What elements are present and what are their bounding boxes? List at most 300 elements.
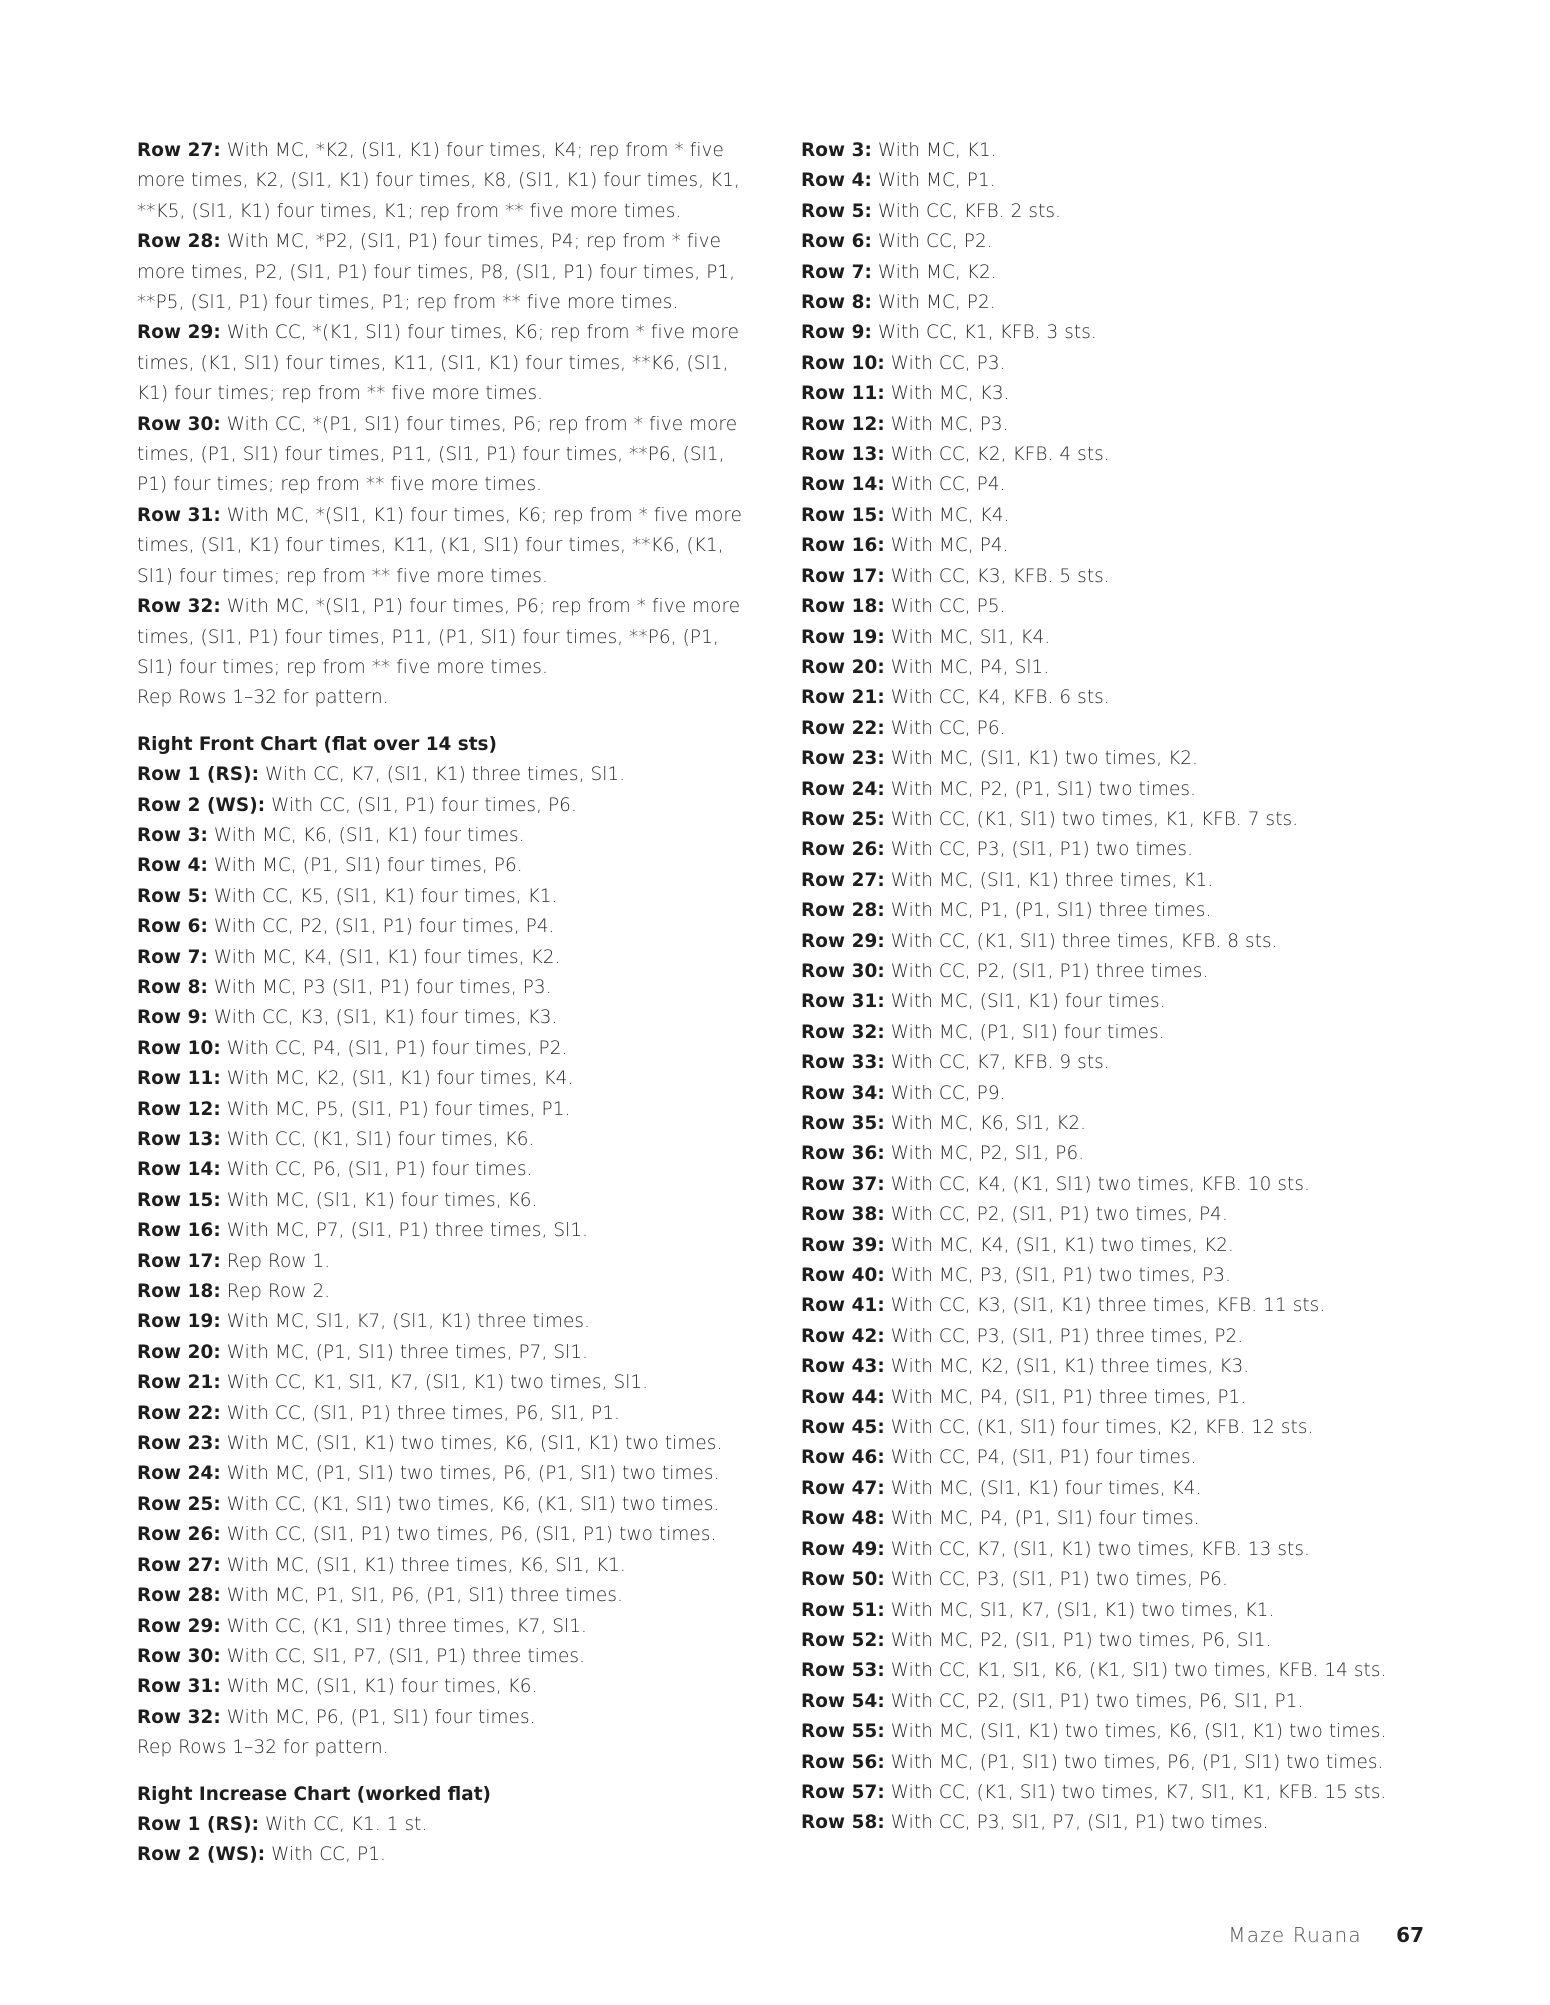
row-label: Row 30: (137, 1645, 221, 1667)
row-text: With CC, Sl1, P7, (Sl1, P1) three times. (220, 1645, 586, 1667)
instruction-row (801, 1687, 1421, 1717)
row-label: Row 2 (WS): (137, 794, 266, 816)
instruction-row (801, 1717, 1421, 1747)
row-text: Rep Rows 1–32 for pattern. (137, 1737, 389, 1759)
instruction-row (801, 1565, 1421, 1595)
row-label: Row 58: (801, 1812, 885, 1834)
instruction-row (801, 1322, 1421, 1352)
instruction-row (801, 166, 1421, 196)
row-text: With CC, (K1, Sl1) two times, K6, (K1, Sl1) two times. (220, 1493, 720, 1515)
row-text: With MC, P1. (871, 170, 996, 192)
instruction-row (801, 1018, 1421, 1048)
row-label: Row 57: (801, 1781, 885, 1803)
row-label: Row 46: (801, 1447, 885, 1469)
row-label: Row 41: (801, 1295, 885, 1317)
instruction-row (801, 896, 1421, 926)
row-text: With CC, P4, (Sl1, P1) four times. (884, 1447, 1197, 1469)
instruction-row (801, 288, 1421, 318)
row-label: Row 8: (137, 976, 208, 998)
instruction-row (137, 882, 757, 912)
row-label: Row 22: (801, 717, 885, 739)
right-column (801, 136, 1421, 1839)
row-label: Row 47: (801, 1477, 885, 1499)
row-text: With MC, P7, (Sl1, P1) three times, Sl1. (220, 1220, 589, 1242)
instruction-row (137, 1459, 757, 1489)
instruction-row (137, 410, 753, 501)
row-label: Row 24: (801, 778, 885, 800)
instruction-row (137, 1490, 757, 1520)
row-label: Row 5: (137, 885, 208, 907)
row-label: Row 45: (801, 1417, 885, 1439)
row-label: Row 11: (137, 1068, 221, 1090)
row-text: With MC, P2, Sl1, P6. (884, 1143, 1085, 1165)
row-label: Row 40: (801, 1265, 885, 1287)
instruction-row (801, 1808, 1421, 1838)
instruction-row (801, 1383, 1421, 1413)
row-label: Row 1 (RS): (137, 1813, 260, 1835)
row-label: Row 15: (801, 504, 885, 526)
row-text: With CC, P4. (884, 474, 1006, 496)
instruction-row (801, 136, 1421, 166)
instruction-row (137, 1247, 757, 1277)
row-text: With MC, (Sl1, K1) two times, K2. (884, 748, 1199, 770)
row-text: With CC, P1. (265, 1844, 386, 1866)
instruction-row (137, 1840, 757, 1870)
row-text: Rep Row 2. (220, 1281, 331, 1303)
row-label: Row 28: (137, 231, 221, 253)
row-label: Row 54: (801, 1690, 885, 1712)
row-text: With MC, K3. (884, 383, 1010, 405)
row-label: Row 44: (801, 1386, 885, 1408)
instruction-row (137, 1642, 757, 1672)
instruction-row (137, 1155, 757, 1185)
page-footer (1228, 1922, 1424, 1948)
instruction-row (801, 683, 1421, 713)
row-label: Row 17: (801, 565, 885, 587)
row-text: With MC, Sl1, K7, (Sl1, K1) two times, K1. (884, 1599, 1275, 1621)
row-label: Row 7: (137, 946, 208, 968)
row-label: Row 2 (WS): (137, 1844, 266, 1866)
row-label: Row 20: (801, 656, 885, 678)
row-text: With MC, P6, (P1, Sl1) four times. (220, 1706, 536, 1728)
row-label: Row 24: (137, 1463, 221, 1485)
row-text: With MC, (Sl1, K1) four times, K6. (220, 1189, 538, 1211)
row-text: With CC, *(K1, Sl1) four times, K6; rep from * five more times, (K1, Sl1) four times, K11, (Sl1, K1) four times, **K6, (Sl1, K1) four times; rep from ** five more times. (137, 322, 740, 405)
instruction-row (801, 1778, 1421, 1808)
row-text: With CC, K5, (Sl1, K1) four times, K1. (207, 885, 558, 907)
row-label: Row 48: (801, 1508, 885, 1530)
row-text: With MC, K4, (Sl1, K1) two times, K2. (884, 1234, 1234, 1256)
instruction-row (137, 973, 757, 1003)
instruction-row (801, 1261, 1421, 1291)
row-text: With MC, *(Sl1, P1) four times, P6; rep from * five more times, (Sl1, P1) four times, P11, (P1, Sl1) four times, **P6, (P1, Sl1) four times; rep from ** five more times. (137, 596, 741, 678)
row-text: With MC, K6, Sl1, K2. (884, 1113, 1087, 1134)
row-text: With CC, (Sl1, P1) four times, P6. (265, 794, 577, 816)
instruction-row (137, 912, 757, 942)
right-increase-chart-rows-continued (801, 136, 1421, 1839)
instruction-row (137, 1095, 757, 1125)
row-label: Row 29: (801, 930, 885, 952)
row-text: With CC, (K1, Sl1) two times, K7, Sl1, K1, KFB. 15 sts. (884, 1781, 1387, 1803)
instruction-row (137, 1064, 757, 1094)
instruction-row (137, 1520, 757, 1550)
instruction-row (137, 1551, 757, 1581)
row-label: Row 19: (137, 1311, 221, 1333)
section-heading-right-front-chart: Right Front Chart (flat over 14 sts) (137, 733, 497, 755)
row-label: Row 35: (801, 1113, 885, 1134)
instruction-row (801, 562, 1421, 592)
row-text: With CC, P3, (Sl1, P1) three times, P2. (884, 1325, 1244, 1347)
row-label: Row 28: (137, 1585, 221, 1607)
row-label: Row 39: (801, 1234, 885, 1256)
row-text: With MC, P1, Sl1, P6, (P1, Sl1) three times. (220, 1585, 623, 1607)
instruction-row (801, 592, 1421, 622)
row-label: Row 25: (801, 808, 885, 830)
row-text: With MC, P4. (884, 535, 1009, 557)
row-label: Row 29: (137, 1615, 221, 1637)
instruction-row (137, 1429, 757, 1459)
row-text: With MC, (P1, Sl1) four times, P6. (207, 855, 523, 877)
row-label: Row 50: (801, 1569, 885, 1591)
row-label: Row 3: (801, 140, 872, 161)
row-label: Row 17: (137, 1250, 221, 1272)
instruction-row (801, 623, 1421, 653)
instruction-row (137, 943, 757, 973)
row-label: Row 31: (801, 991, 885, 1013)
row-text: With MC, *(Sl1, K1) four times, K6; rep from * five more times, (Sl1, K1) four times, K11, (K1, Sl1) four times, **K6, (K1, Sl1) four times; rep from ** five more times. (137, 504, 743, 587)
instruction-row (801, 866, 1421, 896)
page-number: 67 (1396, 1923, 1424, 1947)
row-label: Row 12: (801, 413, 885, 435)
row-text: With CC, P6. (884, 717, 1006, 739)
row-text: With CC, P9. (884, 1082, 1006, 1104)
instruction-row (137, 318, 753, 409)
instruction-row (801, 410, 1421, 440)
row-text: With MC, (Sl1, K1) two times, K6, (Sl1, K1) two times. (220, 1433, 723, 1455)
row-label: Row 42: (801, 1325, 885, 1347)
instruction-row (137, 1338, 757, 1368)
right-front-chart-rows (137, 760, 757, 1763)
instruction-row (137, 1672, 757, 1702)
row-text: With MC, K2, (Sl1, K1) three times, K3. (884, 1356, 1250, 1378)
row-label: Row 32: (137, 1706, 221, 1728)
row-label: Row 9: (801, 322, 872, 344)
row-text: With CC, (K1, Sl1) three times, K7, Sl1. (220, 1615, 587, 1637)
instruction-row (801, 197, 1421, 227)
row-text: With CC, P4, (Sl1, P1) four times, P2. (220, 1037, 568, 1059)
row-text: With CC, P3. (884, 352, 1006, 374)
instruction-row (137, 592, 753, 683)
row-text: With CC, (K1, Sl1) four times, K6. (220, 1129, 535, 1150)
row-label: Row 13: (137, 1129, 221, 1150)
row-label: Row 6: (137, 916, 208, 938)
row-text: With MC, (Sl1, K1) four times. (884, 991, 1166, 1013)
instruction-row (801, 744, 1421, 774)
row-label: Row 38: (801, 1204, 885, 1226)
instruction-row (801, 1413, 1421, 1443)
row-text: With CC, P2. (871, 231, 993, 253)
instruction-row (801, 1626, 1421, 1656)
row-label: Row 33: (801, 1052, 885, 1074)
row-label: Row 16: (137, 1220, 221, 1242)
row-text: With MC, P2, (Sl1, P1) two times, P6, Sl1. (884, 1629, 1272, 1651)
row-text: With CC, K1, Sl1, K6, (K1, Sl1) two times, KFB. 14 sts. (884, 1660, 1387, 1682)
left-column (137, 136, 757, 1871)
row-label: Row 15: (137, 1189, 221, 1211)
section-heading-right-increase-chart: Right Increase Chart (worked flat) (137, 1783, 491, 1805)
instruction-row (801, 227, 1421, 257)
instruction-row (137, 136, 753, 227)
row-text: With CC, P5. (884, 596, 1006, 618)
row-label: Row 43: (801, 1356, 885, 1378)
row-label: Row 4: (137, 855, 208, 877)
row-text: With CC, P3, (Sl1, P1) two times. (884, 839, 1194, 861)
row-text: With MC, P1, (P1, Sl1) three times. (884, 900, 1212, 922)
row-text: With CC, K4, (K1, Sl1) two times, KFB. 10 sts. (884, 1173, 1310, 1195)
row-text: With MC, (P1, Sl1) four times. (884, 1021, 1165, 1043)
row-text: With CC, (K1, Sl1) two times, K1, KFB. 7 sts. (884, 808, 1299, 830)
instruction-row (137, 227, 753, 318)
row-text: With MC, (Sl1, K1) four times, K6. (220, 1676, 538, 1698)
row-text: With CC, K3, (Sl1, K1) four times, K3. (207, 1007, 558, 1029)
row-label: Row 22: (137, 1402, 221, 1424)
row-text: With MC, *P2, (Sl1, P1) four times, P4; rep from * five more times, P2, (Sl1, P1) four times, P8, (Sl1, P1) four times, P1, **P5, (Sl1, P1) four times, P1; rep from ** five more times. (137, 231, 736, 314)
row-label: Row 8: (801, 292, 872, 314)
instruction-row (137, 791, 757, 821)
instruction-row (137, 1581, 757, 1611)
row-label: Row 13: (801, 444, 885, 466)
row-text: With CC, K1, Sl1, K7, (Sl1, K1) two times, Sl1. (220, 1372, 649, 1394)
row-label: Row 14: (801, 474, 885, 496)
row-label: Row 6: (801, 231, 872, 253)
row-label: Row 55: (801, 1721, 885, 1743)
instruction-row (137, 1003, 757, 1033)
right-front-continuation (137, 136, 757, 714)
row-label: Row 32: (137, 596, 221, 618)
instruction-row (801, 258, 1421, 288)
row-text: With MC, P2. (871, 292, 996, 314)
row-label: Row 27: (137, 1554, 221, 1576)
row-text: With CC, (K1, Sl1) three times, KFB. 8 sts. (884, 930, 1278, 952)
row-text: With CC, K7, (Sl1, K1) three times, Sl1. (259, 764, 626, 786)
row-label: Row 23: (801, 748, 885, 770)
row-label: Row 21: (137, 1372, 221, 1394)
instruction-row (801, 470, 1421, 500)
instruction-row (801, 1200, 1421, 1230)
row-text: With MC, P4, (Sl1, P1) three times, P1. (884, 1386, 1247, 1408)
row-text: With MC, (Sl1, K1) four times, K4. (884, 1477, 1202, 1499)
instruction-row (801, 1170, 1421, 1200)
row-text: Rep Rows 1–32 for pattern. (137, 687, 389, 709)
instruction-row (137, 1216, 757, 1246)
instruction-row (801, 1748, 1421, 1778)
row-text: With MC, K1. (871, 140, 997, 161)
instruction-row (801, 1048, 1421, 1078)
row-text: With MC, (P1, Sl1) two times, P6, (P1, Sl1) two times. (220, 1463, 720, 1485)
row-label: Row 1 (RS): (137, 764, 260, 786)
row-label: Row 53: (801, 1660, 885, 1682)
instruction-row (801, 1109, 1421, 1139)
instruction-row (137, 1733, 757, 1763)
row-text: With MC, P3, (Sl1, P1) two times, P3. (884, 1265, 1231, 1287)
instruction-row (137, 1703, 757, 1733)
instruction-row (801, 835, 1421, 865)
instruction-row (137, 851, 757, 881)
row-label: Row 23: (137, 1433, 221, 1455)
instruction-row (137, 1810, 757, 1840)
row-text: With CC, K4, KFB. 6 sts. (884, 687, 1110, 709)
instruction-row (137, 821, 757, 851)
row-text: With MC, K2, (Sl1, K1) four times, K4. (220, 1068, 574, 1090)
row-text: With CC, *(P1, Sl1) four times, P6; rep from * five more times, (P1, Sl1) four times, P11, (Sl1, P1) four times, **P6, (Sl1, P1) four times; rep from ** five more times. (137, 413, 738, 496)
row-label: Row 27: (801, 869, 885, 891)
row-text: With CC, K1, KFB. 3 sts. (871, 322, 1097, 344)
instruction-row (801, 1656, 1421, 1686)
instruction-row (801, 1352, 1421, 1382)
row-label: Row 5: (801, 200, 872, 222)
row-text: With MC, (Sl1, K1) two times, K6, (Sl1, K1) two times. (884, 1721, 1387, 1743)
instruction-row (801, 531, 1421, 561)
row-label: Row 18: (801, 596, 885, 618)
instruction-row (801, 1443, 1421, 1473)
row-text: With MC, P4, (P1, Sl1) four times. (884, 1508, 1200, 1530)
row-text: With MC, P3 (Sl1, P1) four times, P3. (207, 976, 552, 998)
row-text: With CC, P3, (Sl1, P1) two times, P6. (884, 1569, 1228, 1591)
instruction-row (801, 349, 1421, 379)
row-text: Rep Row 1. (220, 1250, 331, 1272)
row-text: With CC, P3, Sl1, P7, (Sl1, P1) two times. (884, 1812, 1269, 1834)
footer-pattern-title: Maze Ruana (1228, 1923, 1362, 1947)
instruction-row (137, 1307, 757, 1337)
row-label: Row 34: (801, 1082, 885, 1104)
row-label: Row 52: (801, 1629, 885, 1651)
instruction-row (801, 1291, 1421, 1321)
row-label: Row 18: (137, 1281, 221, 1303)
row-label: Row 36: (801, 1143, 885, 1165)
instruction-row (801, 927, 1421, 957)
row-text: With CC, K3, KFB. 5 sts. (884, 565, 1110, 587)
row-text: With MC, *K2, (Sl1, K1) four times, K4; rep from * five more times, K2, (Sl1, K1) four times, K8, (Sl1, K1) four times, K1, **K5, (Sl1, K1) four times, K1; rep from ** five more times. (137, 140, 741, 222)
row-label: Row 32: (801, 1021, 885, 1043)
row-label: Row 56: (801, 1751, 885, 1773)
instruction-row (801, 653, 1421, 683)
instruction-row (801, 1079, 1421, 1109)
instruction-row (801, 714, 1421, 744)
instruction-row (801, 501, 1421, 531)
row-label: Row 9: (137, 1007, 208, 1029)
row-label: Row 14: (137, 1159, 221, 1181)
right-increase-chart-rows (137, 1810, 757, 1871)
instruction-row (801, 1474, 1421, 1504)
instruction-row (137, 760, 757, 790)
row-label: Row 37: (801, 1173, 885, 1195)
instruction-row (137, 1125, 757, 1155)
instruction-row (137, 683, 753, 713)
row-label: Row 31: (137, 504, 221, 526)
row-text: With MC, K4, (Sl1, K1) four times, K2. (207, 946, 561, 968)
instruction-row (801, 379, 1421, 409)
instruction-row (137, 1368, 757, 1398)
row-text: With CC, K2, KFB. 4 sts. (884, 444, 1110, 466)
row-label: Row 51: (801, 1599, 885, 1621)
instruction-row (801, 1535, 1421, 1565)
row-label: Row 7: (801, 261, 872, 283)
row-text: With MC, P5, (Sl1, P1) four times, P1. (220, 1098, 571, 1120)
row-label: Row 25: (137, 1493, 221, 1515)
row-label: Row 16: (801, 535, 885, 557)
row-text: With MC, K4. (884, 504, 1010, 526)
row-label: Row 31: (137, 1676, 221, 1698)
instruction-row (137, 1186, 757, 1216)
row-label: Row 11: (801, 383, 885, 405)
instruction-row (801, 1504, 1421, 1534)
row-text: With MC, Sl1, K4. (884, 626, 1051, 648)
row-text: With CC, P2, (Sl1, P1) four times, P4. (207, 916, 555, 938)
row-label: Row 30: (801, 960, 885, 982)
row-label: Row 20: (137, 1341, 221, 1363)
row-text: With MC, K2. (871, 261, 997, 283)
row-text: With CC, K1. 1 st. (259, 1813, 428, 1835)
instruction-row (801, 987, 1421, 1017)
row-label: Row 30: (137, 413, 221, 435)
instruction-row (137, 1399, 757, 1429)
row-text: With MC, K6, (Sl1, K1) four times. (207, 824, 525, 846)
row-label: Row 29: (137, 322, 221, 344)
row-text: With CC, KFB. 2 sts. (871, 200, 1062, 222)
row-label: Row 28: (801, 900, 885, 922)
row-label: Row 10: (801, 352, 885, 374)
row-text: With MC, P3. (884, 413, 1009, 435)
row-label: Row 19: (801, 626, 885, 648)
row-text: With MC, (Sl1, K1) three times, K6, Sl1, K1. (220, 1554, 626, 1576)
row-text: With CC, P2, (Sl1, P1) two times, P6, Sl1, P1. (884, 1690, 1304, 1712)
row-label: Row 49: (801, 1538, 885, 1560)
row-label: Row 10: (137, 1037, 221, 1059)
row-label: Row 27: (137, 140, 221, 161)
instruction-row (801, 805, 1421, 835)
row-label: Row 4: (801, 170, 872, 192)
instruction-row (137, 1277, 757, 1307)
instruction-row (801, 1139, 1421, 1169)
row-text: With MC, Sl1, K7, (Sl1, K1) three times. (220, 1311, 591, 1333)
row-text: With MC, P4, Sl1. (884, 656, 1050, 678)
row-text: With MC, (Sl1, K1) three times, K1. (884, 869, 1214, 891)
row-text: With CC, K7, KFB. 9 sts. (884, 1052, 1110, 1074)
row-text: With CC, K7, (Sl1, K1) two times, KFB. 13 sts. (884, 1538, 1310, 1560)
instruction-row (137, 1612, 757, 1642)
instruction-row (801, 318, 1421, 348)
row-label: Row 26: (801, 839, 885, 861)
instruction-row (137, 1034, 757, 1064)
instruction-row (801, 775, 1421, 805)
row-text: With CC, (Sl1, P1) three times, P6, Sl1, P1. (220, 1402, 620, 1424)
row-label: Row 21: (801, 687, 885, 709)
instruction-row (137, 501, 753, 592)
row-text: With CC, K3, (Sl1, K1) three times, KFB. 11 sts. (884, 1295, 1326, 1317)
row-text: With MC, (P1, Sl1) three times, P7, Sl1. (220, 1341, 589, 1363)
row-text: With CC, (K1, Sl1) four times, K2, KFB. 12 sts. (884, 1417, 1314, 1439)
row-label: Row 12: (137, 1098, 221, 1120)
row-label: Row 26: (137, 1524, 221, 1546)
instruction-row (801, 1596, 1421, 1626)
instruction-row (801, 1231, 1421, 1261)
row-text: With MC, P2, (P1, Sl1) two times. (884, 778, 1197, 800)
row-text: With CC, P2, (Sl1, P1) three times. (884, 960, 1209, 982)
row-label: Row 3: (137, 824, 208, 846)
instruction-row (801, 440, 1421, 470)
row-text: With CC, (Sl1, P1) two times, P6, (Sl1, P1) two times. (220, 1524, 717, 1546)
row-text: With CC, P2, (Sl1, P1) two times, P4. (884, 1204, 1228, 1226)
